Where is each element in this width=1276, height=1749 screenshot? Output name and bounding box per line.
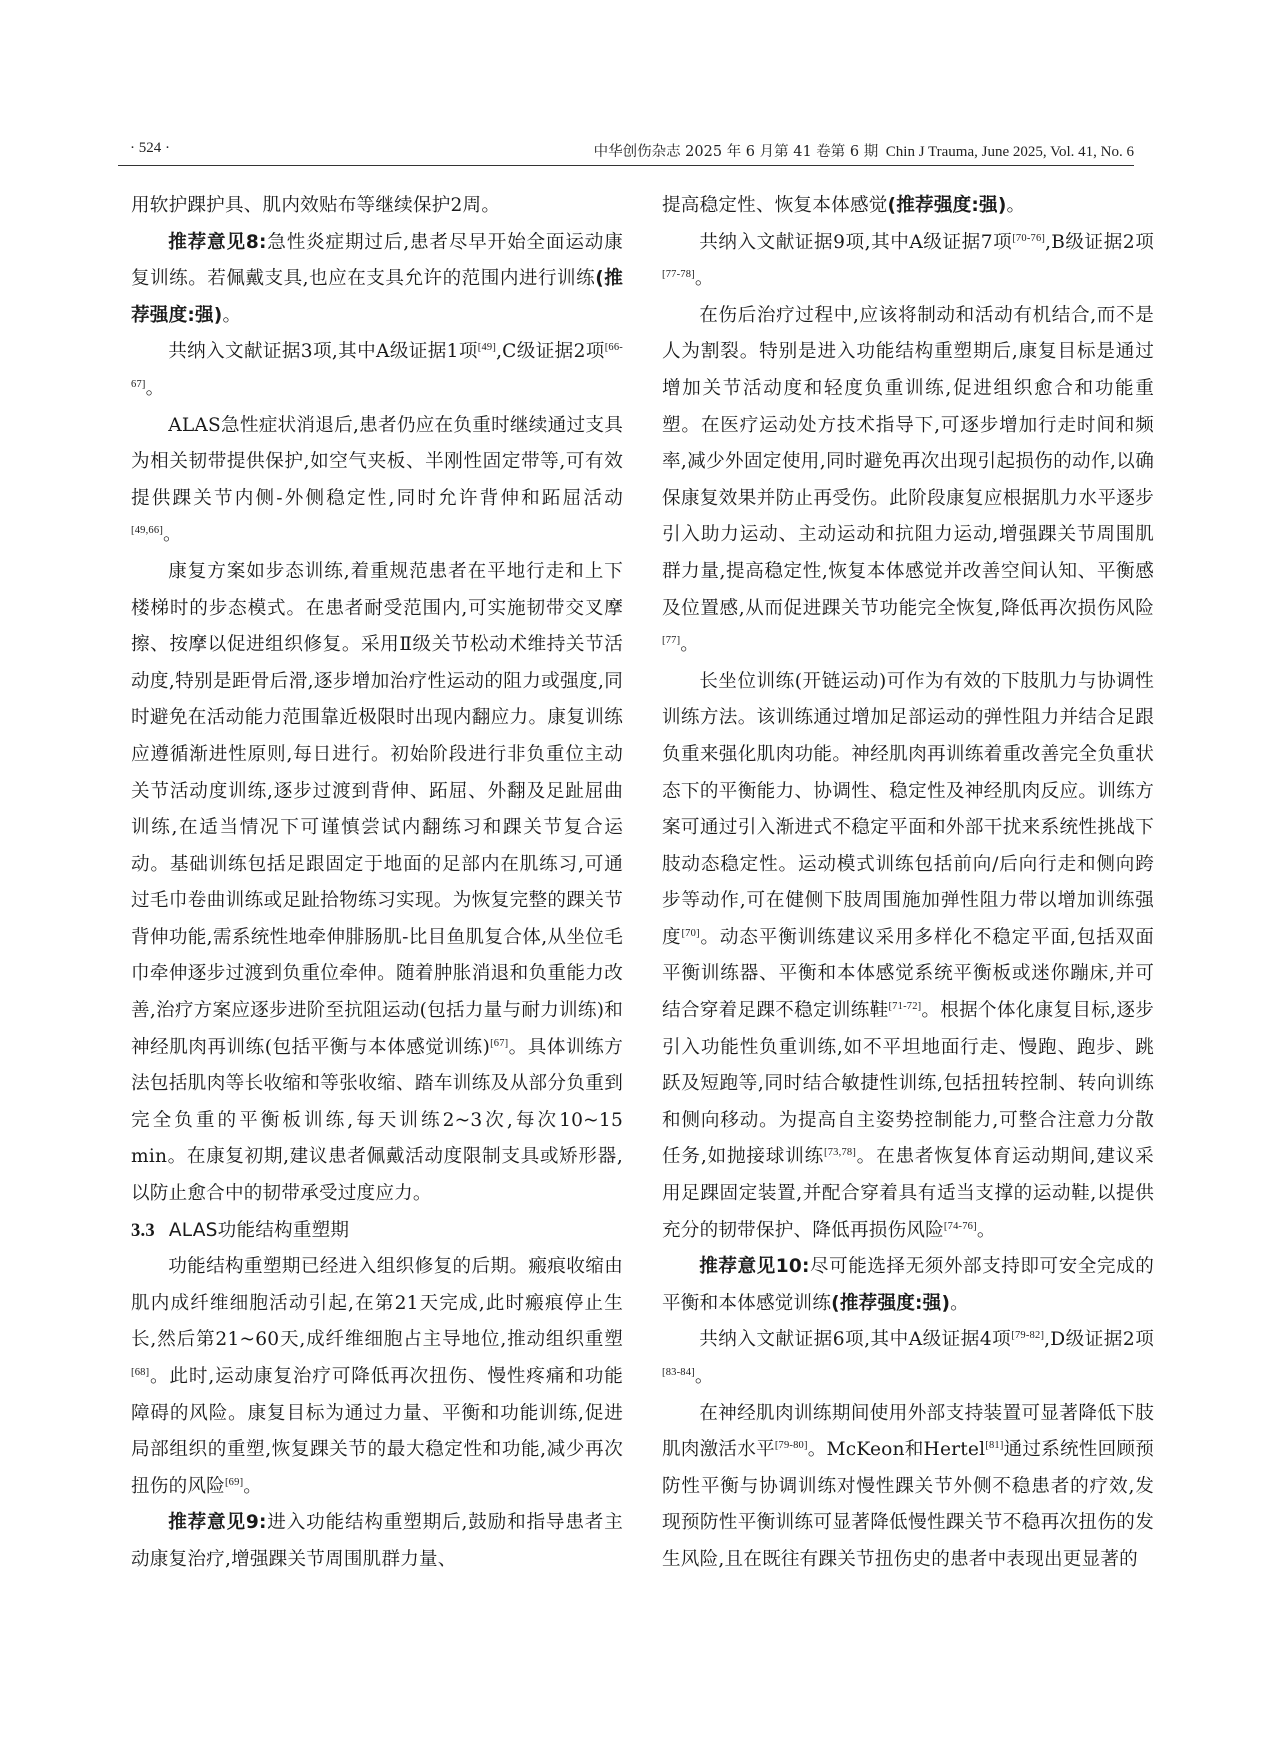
citation-ref: [74-76] bbox=[943, 1220, 977, 1232]
running-header bbox=[118, 140, 1134, 166]
recommendation-9-strength: (推荐强度:强) bbox=[887, 195, 1007, 216]
journal-citation bbox=[594, 140, 1134, 161]
recommendation-9-text-cont: 提高稳定性、恢复本体感觉 bbox=[662, 195, 888, 216]
section-heading-3-3 bbox=[131, 1213, 623, 1250]
paragraph-text: 。McKeon和Hertel bbox=[807, 1439, 986, 1461]
citation-ref: [49] bbox=[477, 342, 497, 354]
right-column bbox=[662, 188, 1154, 1579]
paragraph-text: 。 bbox=[163, 524, 182, 546]
journal-citation-en: Chin J Trauma, June 2025, Vol. 41, No. 6 bbox=[885, 144, 1134, 160]
recommendation-8-strength: (推荐强度:强) bbox=[131, 268, 623, 326]
citation-ref: [49,66] bbox=[131, 525, 164, 537]
recommendation-9 bbox=[131, 1505, 623, 1578]
citation-ref: [83-84] bbox=[662, 1367, 695, 1378]
evidence-10-text-2: ,D级证据2项 bbox=[1044, 1329, 1154, 1351]
recommendation-10 bbox=[662, 1249, 1154, 1322]
paragraph-text: 。此时,运动康复治疗可降低再次扭伤、慢性疼痛和功能障碍的风险。康复目标为通过力量、平衡和功能训练,促进局部组织的重塑,恢复踝关节的最大稳定性和功能,减少再次扭伤的风险 bbox=[131, 1366, 623, 1497]
citation-ref: [77] bbox=[662, 635, 681, 647]
paragraph-long-sitting bbox=[662, 664, 1154, 1250]
citation-ref: [79-80] bbox=[774, 1440, 808, 1452]
citation-ref: [70-76] bbox=[1012, 232, 1046, 244]
evidence-9-text-2: ,B级证据2项 bbox=[1045, 231, 1154, 253]
recommendation-10-label: 推荐意见10: bbox=[699, 1256, 810, 1278]
paragraph-text: 通过系统性回顾预防性平衡与协调训练对慢性踝关节外侧不稳患者的疗效,发现预防性平衡训练可显著降低慢性踝关节不稳再次扭伤的发生风险,且在既往有踝关节扭伤史的患者中表现出更显著的 bbox=[662, 1439, 1154, 1570]
evidence-10-text-3: 。 bbox=[694, 1366, 714, 1387]
evidence-8-text-3: 。 bbox=[145, 377, 165, 399]
paragraph-text: 。根据个体化康复目标,逐步引入功能性负重训练,如不平坦地面行走、慢跑、跑步、跳跃及短跑等,同时结合敏捷性训练,包括扭转控制、转向训练和侧向移动。为提高自主姿势控制能力,可整合注意力分散任务,如抛接球训练 bbox=[662, 1000, 1155, 1168]
recommendation-9-end: 。 bbox=[1006, 195, 1026, 216]
evidence-9 bbox=[662, 225, 1154, 298]
recommendation-9-continued bbox=[662, 188, 1154, 225]
recommendation-10-text: 尽可能选择无须外部支持即可安全完成的平衡和本体感觉训练 bbox=[662, 1256, 1154, 1314]
evidence-8-text-2: ,C级证据2项 bbox=[496, 341, 605, 363]
page-number: · 524 · bbox=[130, 140, 170, 156]
citation-ref: [79-82] bbox=[1011, 1330, 1045, 1342]
journal-citation-cn: 中华创伤杂志 2025 年 6 月第 41 卷第 6 期 bbox=[593, 144, 879, 160]
evidence-9-text-3: 。 bbox=[694, 268, 714, 290]
paragraph-text: ALAS急性症状消退后,患者仍应在负重时继续通过支具为相关韧带提供保护,如空气夹板、半刚性固定带等,可有效提供踝关节内侧-外侧稳定性,同时允许背伸和跖屈活动 bbox=[131, 414, 623, 509]
evidence-10-text-1: 共纳入文献证据6项,其中A级证据4项 bbox=[699, 1329, 1012, 1351]
recommendation-8-label: 推荐意见8: bbox=[168, 231, 267, 253]
citation-ref: [67] bbox=[490, 1037, 509, 1049]
section-title: ALAS功能结构重塑期 bbox=[168, 1219, 350, 1241]
evidence-10 bbox=[662, 1322, 1154, 1395]
recommendation-9-text: 进入功能结构重塑期后,鼓励和指导患者主动康复治疗,增强踝关节周围肌群力量、 bbox=[131, 1512, 623, 1570]
citation-ref: [77-78] bbox=[662, 269, 695, 281]
paragraph-text: 。 bbox=[976, 1219, 996, 1241]
citation-ref: [73,78] bbox=[824, 1147, 857, 1159]
recommendation-10-end: 。 bbox=[950, 1292, 969, 1314]
paragraph-text: 长坐位训练(开链运动)可作为有效的下肢肌力与协调性训练方法。该训练通过增加足部运动的弹性阻力并结合足跟负重来强化肌肉功能。神经肌肉再训练着重改善完全负重状态下的平衡能力、协调性、稳定性及神经肌肉反应。训练方案可通过引入渐进式不稳定平面和外部干扰来系统性挑战下肢动态稳定性。运动模式训练包括前向/后向行走和侧向跨步等动作,可在健侧下肢周围施加弹性阻力带以增加训练强度 bbox=[662, 670, 1154, 948]
paragraph-alas-acute bbox=[131, 408, 623, 554]
recommendation-8-text: 急性炎症期过后,患者尽早开始全面运动康复训练。若佩戴支具,也应在支具允许的范围内进行训练 bbox=[131, 231, 623, 290]
citation-ref: [68] bbox=[131, 1367, 150, 1378]
citation-ref: [81] bbox=[985, 1440, 1004, 1452]
recommendation-8-end: 。 bbox=[222, 304, 242, 326]
paragraph-text: 。在患者恢复体育运动期间,建议采用足踝固定装置,并配合穿着具有适当支撑的运动鞋,以提供充分的韧带保护、降低再损伤风险 bbox=[662, 1146, 1154, 1241]
header-rule bbox=[118, 165, 1134, 166]
paragraph-text: 功能结构重塑期已经进入组织修复的后期。瘢痕收缩由肌内成纤维细胞活动引起,在第21天完成,此时瘢痕停止生长,然后第21~60天,成纤维细胞占主导地位,推动组织重塑 bbox=[131, 1256, 623, 1351]
evidence-9-text-1: 共纳入文献证据9项,其中A级证据7项 bbox=[699, 231, 1013, 253]
paragraph-text: 。具体训练方法包括肌肉等长收缩和等张收缩、踏车训练及从部分负重到完全负重的平衡板训练,每天训练2~3次,每次10~15 min。在康复初期,建议患者佩戴活动度限制支具或矫形器,以防止愈合中的韧带承受过度应力。 bbox=[131, 1036, 623, 1205]
section-number: 3.3 bbox=[131, 1219, 155, 1241]
left-column bbox=[131, 188, 623, 1579]
recommendation-9-label: 推荐意见9: bbox=[168, 1512, 267, 1534]
paragraph-remodeling bbox=[131, 1249, 623, 1505]
evidence-8-text-1: 共纳入文献证据3项,其中A级证据1项 bbox=[168, 341, 478, 363]
paragraph-text: 在神经肌肉训练期间使用外部支持装置可显著降低下肢肌肉激活水平 bbox=[662, 1402, 1154, 1461]
paragraph-treatment bbox=[662, 298, 1154, 664]
evidence-8 bbox=[131, 334, 623, 407]
citation-ref: [70] bbox=[681, 927, 700, 939]
paragraph-neuromuscular bbox=[662, 1396, 1154, 1579]
recommendation-10-strength: (推荐强度:强) bbox=[831, 1292, 951, 1314]
paragraph-continued: 用软护踝护具、肌内效贴布等继续保护2周。 bbox=[131, 195, 501, 216]
paragraph-text: 康复方案如步态训练,着重规范患者在平地行走和上下楼梯时的步态模式。在患者耐受范围内,可实施韧带交叉摩擦、按摩以促进组织修复。采用Ⅱ级关节松动术维持关节活动度,特别是距骨后滑,逐步增加治疗性运动的阻力或强度,同时避免在活动能力范围靠近极限时出现内翻应力。康复训练应遵循渐进性原则,每日进行。初始阶段进行非负重位主动关节活动度训练,逐步过渡到背伸、跖屈、外翻及足趾屈曲训练,在适当情况下可谨慎尝试内翻练习和踝关节复合运动。基础训练包括足跟固定于地面的足部内在肌练习,可通过毛巾卷曲训练或足趾拾物练习实现。为恢复完整的踝关节背伸功能,需系统性地牵伸腓肠肌-比目鱼肌复合体,从坐位毛巾牵伸逐步过渡到负重位牵伸。随着肿胀消退和负重能力改善,治疗方案应逐步进阶至抗阻运动(包括力量与耐力训练)和神经肌肉再训练(包括平衡与本体感觉训练) bbox=[131, 560, 623, 1058]
citation-ref: [71-72] bbox=[888, 1001, 922, 1013]
paragraph-text: 在伤后治疗过程中,应该将制动和活动有机结合,而不是人为割裂。特别是进入功能结构重塑期后,康复目标是通过增加关节活动度和轻度负重训练,促进组织愈合和功能重塑。在医疗运动处方技术指导下,可逐步增加行走时间和频率,减少外固定使用,同时避免再次出现引起损伤的动作,以确保康复效果并防止再受伤。此阶段康复应根据肌力水平逐步引入助力运动、主动运动和抗阻力运动,增强踝关节周围肌群力量,提高稳定性,恢复本体感觉并改善空间认知、平衡感及位置感,从而促进踝关节功能完全恢复,降低再次损伤风险 bbox=[662, 304, 1154, 619]
paragraph-text: 。 bbox=[243, 1475, 263, 1497]
citation-ref: [66-67] bbox=[131, 342, 623, 390]
recommendation-8 bbox=[131, 225, 623, 335]
paragraph-text: 。动态平衡训练建议采用多样化不稳定平面,包括双面平衡训练器、平衡和本体感觉系统平衡板或迷你蹦床,并可结合穿着足踝不稳定训练鞋 bbox=[662, 926, 1155, 1022]
citation-ref: [69] bbox=[224, 1476, 244, 1488]
paragraph-text: 。 bbox=[680, 634, 700, 656]
paragraph-rehab-plan bbox=[131, 554, 623, 1213]
